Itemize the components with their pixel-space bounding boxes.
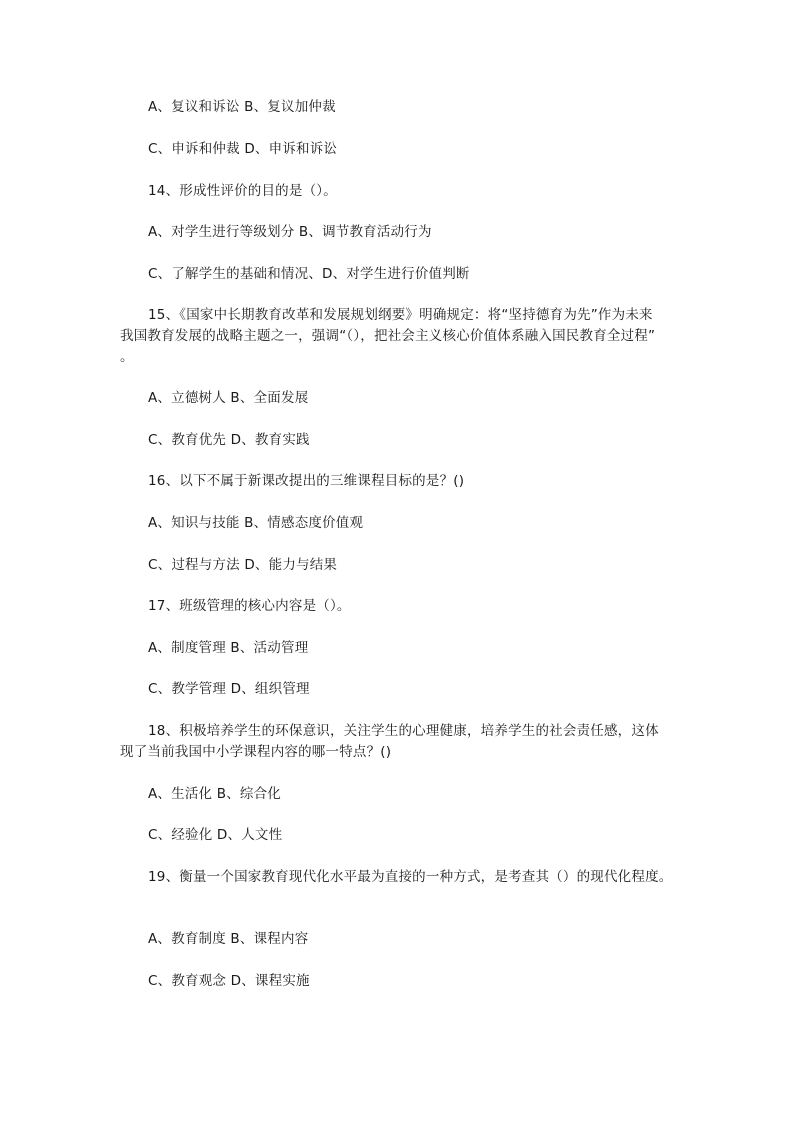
q17-options-ab: A、制度管理 B、活动管理 [148, 640, 309, 656]
q16-stem: 16、以下不属于新课改提出的三维课程目标的是？() [148, 473, 465, 489]
q19-stem: 19、衡量一个国家教育现代化水平最为直接的一种方式，是考查其（）的现代化程度。 [148, 869, 673, 885]
q15-stem-line1: 15、《国家中长期教育改革和发展规划纲要》明确规定：将“坚持德育为先”作为未来 [148, 307, 653, 323]
q18-options-ab: A、生活化 B、综合化 [148, 786, 281, 802]
q18-options-cd: C、经验化 D、人文性 [148, 827, 283, 843]
q13-options-cd: C、申诉和仲裁 D、申诉和诉讼 [148, 141, 338, 157]
q18-stem [120, 721, 680, 763]
q18-stem-line2: 现了当前我国中小学课程内容的哪一特点？() [120, 744, 392, 760]
q15-options-cd: C、教育优先 D、教育实践 [148, 432, 310, 448]
q17-options-cd: C、教学管理 D、组织管理 [148, 681, 310, 697]
q19-options-cd: C、教育观念 D、课程实施 [148, 973, 310, 989]
q14-stem: 14、形成性评价的目的是（）。 [148, 183, 337, 199]
q13-options-ab: A、复议和诉讼 B、复议加仲裁 [148, 99, 336, 115]
q16-options-ab: A、知识与技能 B、情感态度价值观 [148, 515, 364, 531]
q19-options-ab: A、教育制度 B、课程内容 [148, 931, 309, 947]
q16-options-cd: C、过程与方法 D、能力与结果 [148, 557, 338, 573]
q15-stem [120, 305, 680, 368]
q18-stem-line1: 18、积极培养学生的环保意识，关注学生的心理健康，培养学生的社会责任感，这体 [148, 723, 659, 739]
q17-stem: 17、班级管理的核心内容是（）。 [148, 598, 351, 614]
q14-options-cd: C、了解学生的基础和情况、D、对学生进行价值判断 [148, 266, 470, 282]
q15-options-ab: A、立德树人 B、全面发展 [148, 390, 309, 406]
q14-options-ab: A、对学生进行等级划分 B、调节教育活动行为 [148, 224, 432, 240]
q15-stem-line2: 我国教育发展的战略主题之一，强调“（），把社会主义核心价值体系融入国民教育全过程” [120, 328, 656, 344]
q15-stem-line3: 。 [120, 349, 134, 365]
